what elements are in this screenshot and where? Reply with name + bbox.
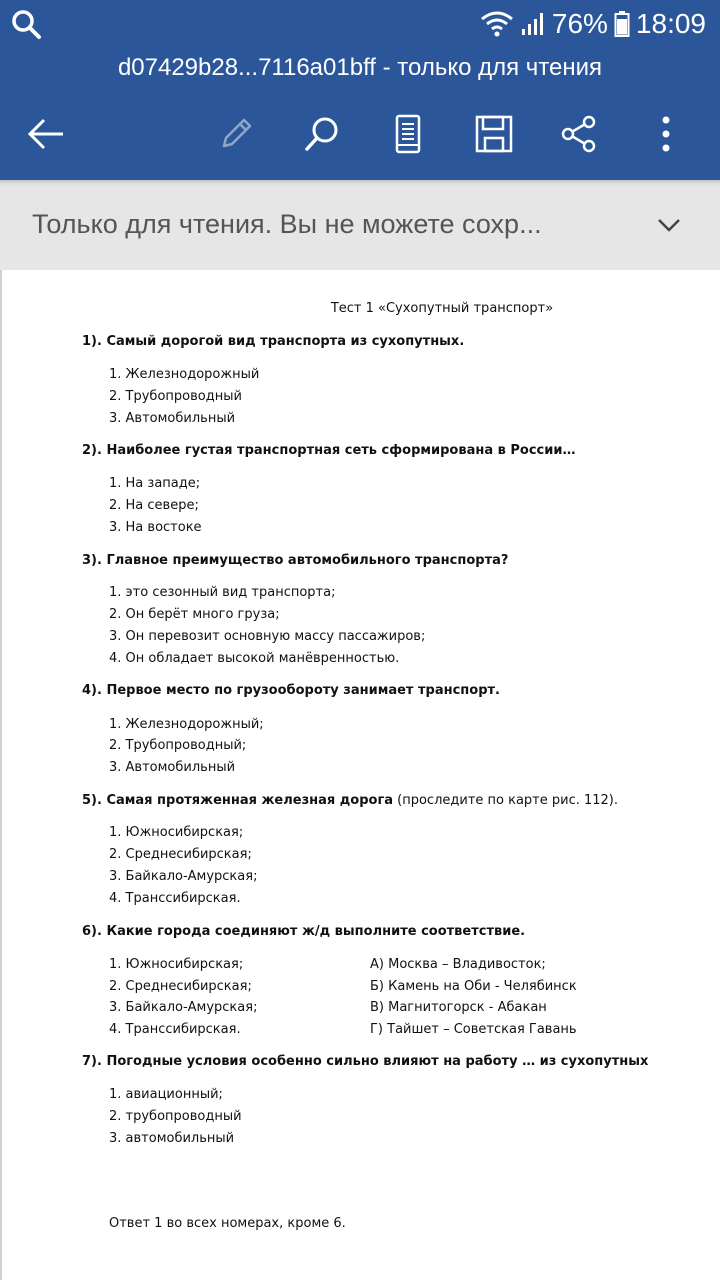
answer-2-2: 2. На севере; [109, 498, 199, 513]
answer-3-3: 3. Он перевозит основную массу пассажиров; [109, 629, 426, 644]
answer-6-4: 4. Транссибирская. [109, 1022, 241, 1037]
question-3: 3). Главное преимущество автомобильного транспорта? [82, 553, 509, 568]
save-icon [474, 114, 514, 154]
answer-5-4: 4. Транссибирская. [109, 891, 241, 906]
read-only-banner[interactable] [0, 180, 720, 270]
answer-key-note: Ответ 1 во всех номерах, кроме 6. [109, 1216, 346, 1231]
answer-6-2: 2. Среднесибирская; [109, 979, 252, 994]
document-heading: Тест 1 «Сухопутный транспорт» [330, 301, 554, 316]
match-6-a: А) Москва – Владивосток; [370, 957, 546, 972]
match-6-c: В) Магнитогорск - Абакан [370, 1000, 547, 1015]
question-7: 7). Погодные условия особенно сильно влияют на работу … из сухопутных [82, 1054, 649, 1069]
search-icon [302, 114, 342, 154]
match-6-d: Г) Тайшет – Советская Гавань [370, 1022, 577, 1037]
status-bar [0, 0, 720, 48]
share-icon [559, 114, 599, 154]
match-6-b: Б) Камень на Оби - Челябинск [370, 979, 577, 994]
answer-3-2: 2. Он берёт много груза; [109, 607, 280, 622]
answer-2-1: 1. На западе; [109, 476, 201, 491]
answer-7-2: 2. трубопроводный [109, 1109, 242, 1124]
more-options-button[interactable] [642, 110, 690, 158]
wifi-icon [480, 10, 514, 38]
search-icon[interactable] [10, 8, 42, 40]
mobile-view-icon [393, 114, 423, 154]
toolbar [0, 100, 720, 168]
answer-4-2: 2. Трубопроводный; [109, 738, 247, 753]
banner-text: Только для чтения. Вы не можете сохр... [32, 209, 542, 239]
edit-button[interactable] [212, 110, 260, 158]
back-arrow-icon [26, 114, 66, 154]
answer-2-3: 3. На востоке [109, 520, 202, 535]
chevron-down-icon[interactable] [654, 210, 684, 240]
answer-3-4: 4. Он обладает высокой манёвренностью. [109, 651, 400, 666]
document-page [0, 270, 720, 1280]
answer-4-3: 3. Автомобильный [109, 760, 236, 775]
save-button[interactable] [470, 110, 518, 158]
answer-5-3: 3. Байкало-Амурская; [109, 869, 258, 884]
signal-icon [520, 11, 546, 37]
question-2: 2). Наиболее густая транспортная сеть сформирована в России… [82, 443, 576, 458]
answer-7-1: 1. авиационный; [109, 1087, 223, 1102]
question-5-text: 5). Самая протяженная железная дорога [82, 793, 394, 808]
find-button[interactable] [298, 110, 346, 158]
pencil-icon [216, 114, 256, 154]
status-indicators [480, 6, 706, 42]
answer-1-1: 1. Железнодорожный [109, 367, 260, 382]
question-5-note: (проследите по карте рис. 112). [393, 793, 619, 808]
document-title: d07429b28...7116a01bff - только для чтения [117, 54, 603, 81]
answer-1-3: 3. Автомобильный [109, 411, 236, 426]
battery-percentage: 76% [551, 8, 608, 39]
share-button[interactable] [555, 110, 603, 158]
answer-3-1: 1. это сезонный вид транспорта; [109, 585, 336, 600]
question-1: 1). Самый дорогой вид транспорта из сухопутных. [82, 334, 465, 349]
battery-icon [614, 10, 630, 38]
answer-5-2: 2. Среднесибирская; [109, 847, 252, 862]
answer-6-3: 3. Байкало-Амурская; [109, 1000, 258, 1015]
question-5 [82, 793, 618, 809]
answer-1-2: 2. Трубопроводный [109, 389, 242, 404]
app-header [0, 0, 720, 180]
question-4: 4). Первое место по грузообороту занимает транспорт. [82, 683, 500, 698]
clock: 18:09 [635, 8, 706, 39]
more-vert-icon [660, 114, 672, 154]
back-button[interactable] [22, 110, 70, 158]
question-6: 6). Какие города соединяют ж/д выполните соответствие. [82, 924, 526, 939]
mobile-view-button[interactable] [384, 110, 432, 158]
answer-4-1: 1. Железнодорожный; [109, 717, 264, 732]
answer-6-1: 1. Южносибирская; [109, 957, 244, 972]
answer-7-3: 3. автомобильный [109, 1131, 235, 1146]
answer-5-1: 1. Южносибирская; [109, 825, 244, 840]
